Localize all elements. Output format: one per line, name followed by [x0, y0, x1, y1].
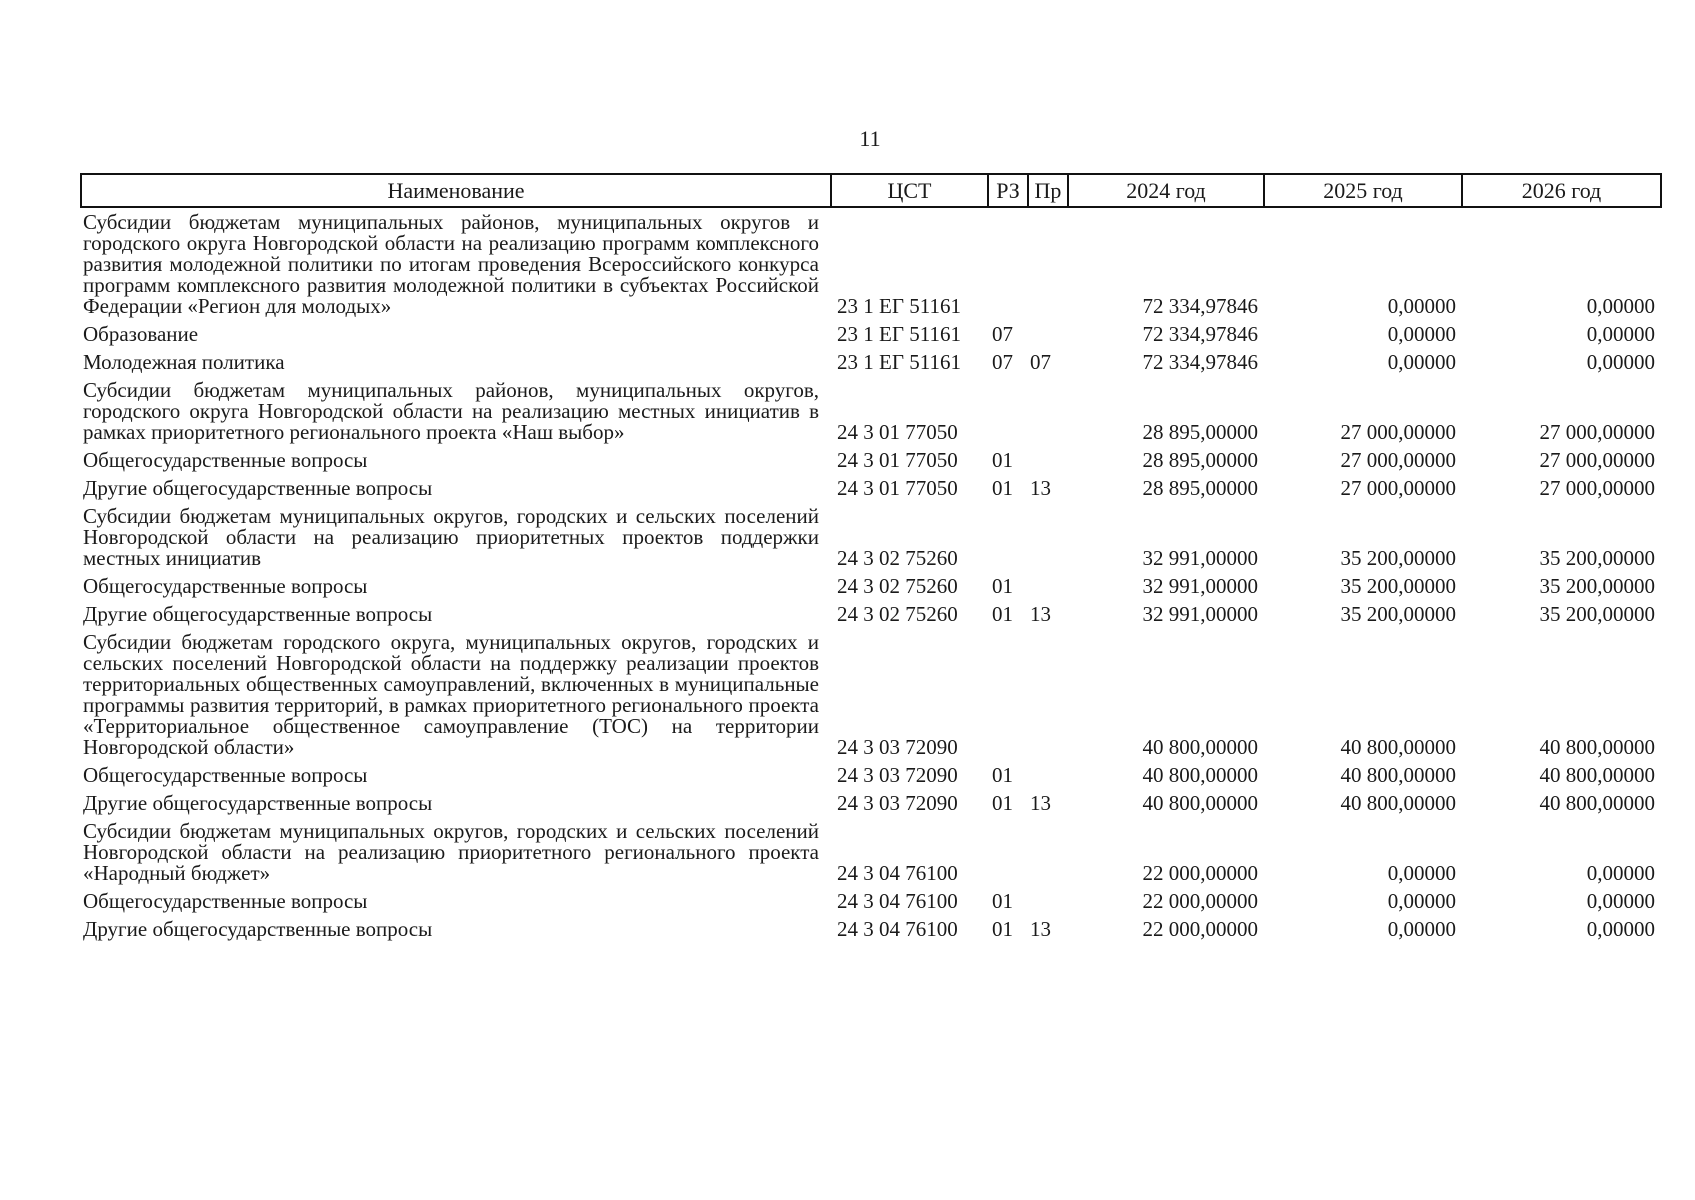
row-cst: 24 3 02 75260: [837, 602, 958, 626]
row-rz: [988, 502, 1028, 572]
row-value-2025: 0,00000: [1387, 294, 1456, 318]
row-cst: 24 3 03 72090: [837, 735, 958, 759]
row-value-2026: 40 800,00000: [1539, 763, 1655, 787]
row-value-2025: 0,00000: [1387, 889, 1456, 913]
column-header-2026: 2026 год: [1462, 174, 1661, 207]
row-rz: 01: [992, 763, 1013, 787]
budget-table: [80, 173, 1662, 943]
row-pr: [1028, 761, 1068, 789]
row-rz: 01: [992, 476, 1013, 500]
row-value-2024: 22 000,00000: [1142, 861, 1258, 885]
column-header-2024: 2024 год: [1068, 174, 1264, 207]
table-row: [81, 628, 1661, 761]
row-value-2026: 35 200,00000: [1539, 574, 1655, 598]
row-cst: 23 1 ЕГ 51161: [837, 322, 961, 346]
table-row: [81, 376, 1661, 446]
row-pr: 13: [1030, 602, 1051, 626]
row-value-2026: 0,00000: [1586, 350, 1655, 374]
row-name: Другие общегосударственные вопросы: [83, 602, 433, 626]
row-name: Общегосударственные вопросы: [83, 574, 368, 598]
row-pr: 13: [1030, 791, 1051, 815]
row-cst: 23 1 ЕГ 51161: [837, 294, 961, 318]
row-value-2025: 0,00000: [1387, 322, 1456, 346]
row-pr: [1028, 376, 1068, 446]
row-name: Субсидии бюджетам городского округа, муниципальных округов, городских и сельских поселений Новгородской области на поддержку реализации проектов территориальных общественных самоуправлений, включенных в муниципальные программы развития территорий, в рамках приоритетного регионального проекта «Территориальное общественное самоуправление (ТОС) на территории Новгородской области»: [83, 630, 819, 759]
row-name: Субсидии бюджетам муниципальных округов, городских и сельских поселений Новгородской области на реализацию приоритетных проектов поддержки местных инициатив: [83, 504, 819, 570]
row-name: Субсидии бюджетам муниципальных округов, городских и сельских поселений Новгородской области на реализацию приоритетного регионального проекта «Народный бюджет»: [83, 819, 819, 885]
row-rz: [988, 628, 1028, 761]
row-pr: 13: [1030, 476, 1051, 500]
row-value-2025: 35 200,00000: [1340, 574, 1456, 598]
row-rz: 01: [992, 917, 1013, 941]
row-rz: 07: [992, 350, 1013, 374]
row-name: Другие общегосударственные вопросы: [83, 917, 433, 941]
row-value-2024: 28 895,00000: [1142, 476, 1258, 500]
table-row: [81, 600, 1661, 628]
row-name: Другие общегосударственные вопросы: [83, 476, 433, 500]
row-value-2025: 27 000,00000: [1340, 448, 1456, 472]
table-row: [81, 817, 1661, 887]
table-row: [81, 502, 1661, 572]
table-row: [81, 761, 1661, 789]
row-cst: 24 3 02 75260: [837, 574, 958, 598]
row-value-2026: 40 800,00000: [1539, 791, 1655, 815]
row-value-2026: 0,00000: [1586, 889, 1655, 913]
row-cst: 24 3 02 75260: [837, 546, 958, 570]
row-rz: [988, 817, 1028, 887]
row-pr: [1028, 628, 1068, 761]
row-name: Образование: [83, 322, 199, 346]
row-value-2024: 40 800,00000: [1142, 735, 1258, 759]
row-rz: [988, 376, 1028, 446]
row-value-2026: 0,00000: [1586, 917, 1655, 941]
row-value-2025: 40 800,00000: [1340, 763, 1456, 787]
row-value-2025: 35 200,00000: [1340, 602, 1456, 626]
row-value-2024: 72 334,97846: [1142, 322, 1258, 346]
row-value-2026: 27 000,00000: [1539, 476, 1655, 500]
row-cst: 24 3 01 77050: [837, 448, 958, 472]
row-value-2026: 27 000,00000: [1539, 420, 1655, 444]
row-name: Субсидии бюджетам муниципальных районов, муниципальных округов, городского округа Новгородской области на реализацию местных инициатив в рамках приоритетного регионального проекта «Наш выбор»: [83, 378, 819, 444]
table-body: [81, 207, 1661, 943]
row-pr: [1028, 572, 1068, 600]
row-rz: [988, 207, 1028, 320]
row-value-2026: 0,00000: [1586, 322, 1655, 346]
row-value-2026: 0,00000: [1586, 861, 1655, 885]
row-value-2024: 40 800,00000: [1142, 763, 1258, 787]
table-row: [81, 887, 1661, 915]
row-pr: [1028, 817, 1068, 887]
row-name: Общегосударственные вопросы: [83, 763, 368, 787]
row-cst: 24 3 01 77050: [837, 476, 958, 500]
table-row: [81, 789, 1661, 817]
row-value-2024: 32 991,00000: [1142, 546, 1258, 570]
table-row: [81, 207, 1661, 320]
row-value-2025: 27 000,00000: [1340, 420, 1456, 444]
row-value-2025: 40 800,00000: [1340, 735, 1456, 759]
row-cst: 24 3 04 76100: [837, 861, 958, 885]
row-value-2026: 0,00000: [1586, 294, 1655, 318]
row-rz: 01: [992, 602, 1013, 626]
table-row: [81, 348, 1661, 376]
row-value-2026: 35 200,00000: [1539, 546, 1655, 570]
table-row: [81, 446, 1661, 474]
row-value-2024: 32 991,00000: [1142, 602, 1258, 626]
row-pr: [1028, 887, 1068, 915]
row-name: Общегосударственные вопросы: [83, 889, 368, 913]
table-row: [81, 474, 1661, 502]
row-cst: 23 1 ЕГ 51161: [837, 350, 961, 374]
row-name: Субсидии бюджетам муниципальных районов, муниципальных округов и городского округа Новгородской области на реализацию программ комплексного развития молодежной политики по итогам проведения Всероссийского конкурса программ комплексного развития молодежной политики в субъектах Российской Федерации «Регион для молодых»: [83, 210, 819, 318]
row-value-2024: 72 334,97846: [1142, 350, 1258, 374]
row-pr: 07: [1030, 350, 1051, 374]
row-pr: [1028, 207, 1068, 320]
page-number: 11: [859, 126, 881, 151]
row-value-2025: 0,00000: [1387, 350, 1456, 374]
row-cst: 24 3 03 72090: [837, 791, 958, 815]
row-value-2024: 72 334,97846: [1142, 294, 1258, 318]
column-header-cst: ЦСТ: [831, 174, 988, 207]
column-header-2025: 2025 год: [1264, 174, 1462, 207]
column-header-pr: Пр: [1028, 174, 1068, 207]
row-cst: 24 3 04 76100: [837, 917, 958, 941]
row-value-2024: 22 000,00000: [1142, 917, 1258, 941]
row-value-2025: 0,00000: [1387, 917, 1456, 941]
table-row: [81, 572, 1661, 600]
row-value-2024: 28 895,00000: [1142, 420, 1258, 444]
row-rz: 01: [992, 889, 1013, 913]
column-header-name: Наименование: [81, 174, 831, 207]
row-rz: 01: [992, 574, 1013, 598]
row-value-2025: 27 000,00000: [1340, 476, 1456, 500]
header-row: [81, 174, 1661, 207]
row-value-2025: 40 800,00000: [1340, 791, 1456, 815]
row-rz: 01: [992, 791, 1013, 815]
row-pr: [1028, 502, 1068, 572]
row-name: Общегосударственные вопросы: [83, 448, 368, 472]
row-cst: 24 3 04 76100: [837, 889, 958, 913]
row-value-2024: 22 000,00000: [1142, 889, 1258, 913]
column-header-rz: РЗ: [988, 174, 1028, 207]
row-value-2026: 40 800,00000: [1539, 735, 1655, 759]
row-pr: [1028, 320, 1068, 348]
row-value-2024: 32 991,00000: [1142, 574, 1258, 598]
row-cst: 24 3 03 72090: [837, 763, 958, 787]
row-value-2026: 35 200,00000: [1539, 602, 1655, 626]
row-value-2025: 0,00000: [1387, 861, 1456, 885]
row-pr: 13: [1030, 917, 1051, 941]
row-pr: [1028, 446, 1068, 474]
table-row: [81, 915, 1661, 943]
row-cst: 24 3 01 77050: [837, 420, 958, 444]
table-header: [81, 174, 1661, 207]
row-name: Другие общегосударственные вопросы: [83, 791, 433, 815]
row-rz: 01: [992, 448, 1013, 472]
row-rz: 07: [992, 322, 1013, 346]
row-value-2025: 35 200,00000: [1340, 546, 1456, 570]
row-value-2026: 27 000,00000: [1539, 448, 1655, 472]
table-row: [81, 320, 1661, 348]
row-value-2024: 40 800,00000: [1142, 791, 1258, 815]
row-name: Молодежная политика: [83, 350, 285, 374]
row-value-2024: 28 895,00000: [1142, 448, 1258, 472]
